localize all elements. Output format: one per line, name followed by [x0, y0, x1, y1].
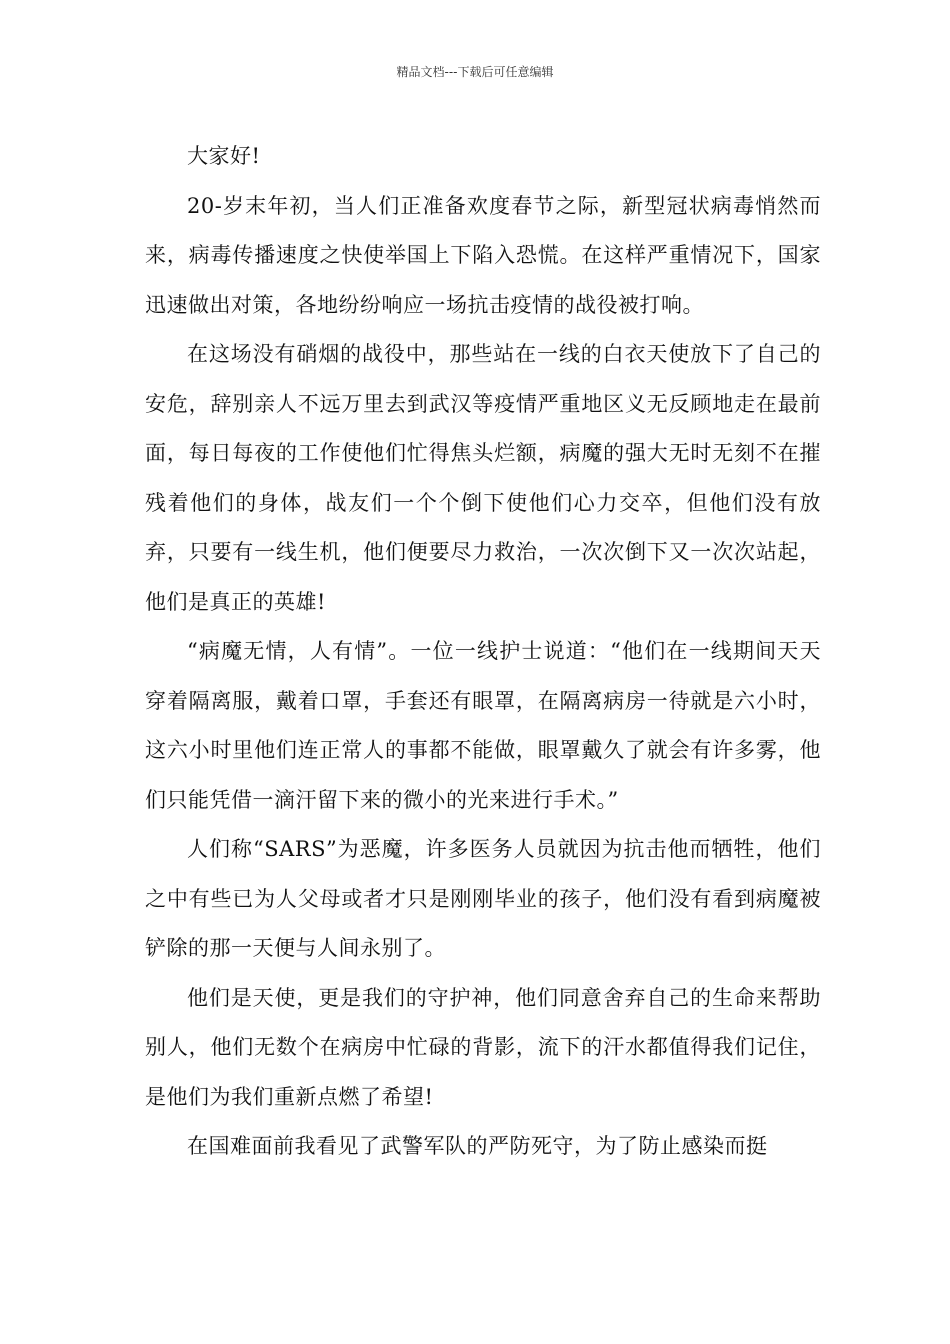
paragraph-military: 在国难面前我看见了武警军队的严防死守，为了防止感染而挺: [187, 1134, 768, 1158]
paragraph-greeting: 大家好!: [187, 144, 261, 168]
paragraph-nurse-quote: “病魔无情，人有情”。一位一线护士说道：“他们在一线期间天天穿着隔离服，戴着口罩，手套还有眼罩，在隔离病房一待就是六小时，这六小时里他们连正常人的事都不能做，眼罩戴久了就会有许多雾，他们只能凭借一滴汗留下来的微小的光来进行手术。”: [145, 639, 821, 812]
paragraph-frontline: 在这场没有硝烟的战役中，那些站在一线的白衣天使放下了自己的安危，辞别亲人不远万里去到武汉等疫情严重地区义无反顾地走在最前面，每日每夜的工作使他们忙得焦头烂额，病魔的强大无时无刻不在摧残着他们的身体，战友们一个个倒下使他们心力交卒，但他们没有放弃，只要有一线生机，他们便要尽力救治，一次次倒下又一次次站起，他们是真正的英雄!: [145, 342, 821, 614]
page-header: 精品文档---下载后可任意编辑: [396, 65, 554, 79]
paragraph-sars: 人们称“SARS”为恶魔，许多医务人员就因为抗击他而牺牲，他们之中有些已为人父母或者才只是刚刚毕业的孩子，他们没有看到病魔被铲除的那一天便与人间永别了。: [145, 837, 821, 960]
document-body: [145, 132, 821, 1172]
paragraph-angels: 他们是天使，更是我们的守护神，他们同意舍弃自己的生命来帮助别人，他们无数个在病房中忙碌的背影，流下的汗水都值得我们记住，是他们为我们重新点燃了希望!: [145, 985, 821, 1109]
paragraph-outbreak: 20-岁末年初，当人们正准备欢度春节之际，新型冠状病毒悄然而来，病毒传播速度之快使举国上下陷入恐慌。在这样严重情况下，国家迅速做出对策，各地纷纷响应一场抗击疫情的战役被打响。: [145, 193, 821, 317]
